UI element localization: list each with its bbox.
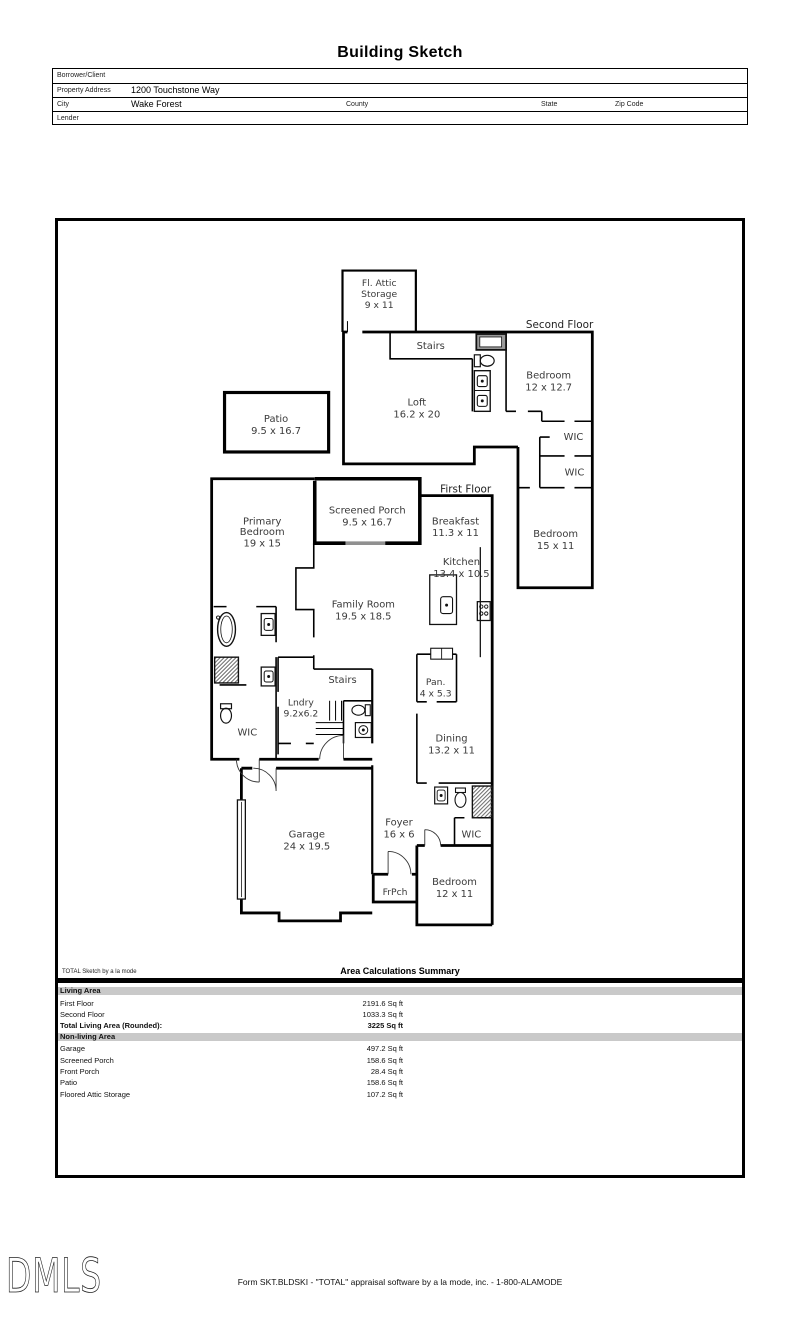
county-label: County	[346, 100, 369, 109]
toilet-icon	[456, 788, 466, 792]
table-row: Garage 497.2 Sq ft	[60, 1044, 403, 1054]
room-label: Stairs	[328, 674, 357, 686]
room-dims: 24 x 19.5	[283, 841, 331, 853]
floor-plan-drawing	[58, 221, 742, 960]
room-label: Lndry	[287, 697, 314, 709]
room-label: Bedroom	[239, 527, 285, 539]
room-label: Foyer	[385, 817, 413, 829]
shower-icon	[215, 657, 239, 683]
room-label: Stairs	[416, 340, 445, 352]
room-dims: 12 x 12.7	[525, 382, 573, 394]
room-dims: 13.4 x 10.5	[433, 568, 490, 580]
lender-row	[53, 111, 747, 124]
room-dims: 16.2 x 20	[393, 409, 441, 421]
room-dims: 13.2 x 11	[428, 745, 475, 757]
footer-form-line: Form SKT.BLDSKI - "TOTAL" appraisal software by a la mode, inc. - 1-800-ALAMODE	[237, 1277, 563, 1287]
room-dims: 19.5 x 18.5	[335, 611, 392, 623]
room-dims: 9.5 x 16.7	[251, 426, 302, 438]
faucet-icon	[217, 616, 220, 619]
property-address-row	[53, 83, 747, 97]
state-label: State	[541, 100, 558, 109]
city-row	[53, 97, 747, 111]
table-row: Screened Porch 158.6 Sq ft	[60, 1055, 403, 1065]
table-row: Second Floor 1033.3 Sq ft	[60, 1009, 403, 1019]
room-label: WIC	[564, 467, 585, 479]
room-label: Breakfast	[431, 516, 480, 528]
room-label: Family Room	[331, 599, 395, 611]
room-label: FrPch	[382, 887, 408, 899]
room-dims: 9.2x6.2	[283, 708, 319, 720]
room-label: Fl. Attic	[361, 277, 397, 289]
room-label: Primary	[243, 516, 282, 528]
room-dims: 4 x 5.3	[419, 688, 452, 700]
room-label: WIC	[563, 432, 584, 444]
room-label: Dining	[435, 733, 468, 745]
sketch-credit: TOTAL Sketch by a la mode	[62, 969, 137, 975]
table-row: First Floor 2191.6 Sq ft	[60, 998, 403, 1008]
room-label: WIC	[461, 829, 482, 841]
door-arcs	[236, 735, 440, 874]
building-sketch-box	[55, 218, 745, 1178]
property-address-label: Property Address	[57, 86, 111, 95]
room-label: Bedroom	[432, 877, 477, 889]
room-dims: 15 x 11	[536, 541, 575, 553]
nonliving-area-header: Non-living Area	[58, 1033, 742, 1041]
second-floor-label: Second Floor	[525, 319, 594, 332]
room-label: Garage	[288, 829, 325, 841]
table-row: Floored Attic Storage 107.2 Sq ft	[60, 1089, 403, 1099]
borrower-label: Borrower/Client	[57, 71, 106, 80]
page-title: Building Sketch	[337, 44, 463, 61]
table-row: Patio 158.6 Sq ft	[60, 1078, 403, 1088]
property-address-value: 1200 Touchstone Way	[131, 85, 220, 95]
property-info-table	[52, 68, 748, 125]
room-dims: 9 x 11	[364, 300, 394, 312]
room-label: Pan.	[425, 676, 446, 688]
room-label: Bedroom	[526, 370, 572, 382]
table-row-total: Total Living Area (Rounded): 3225 Sq ft	[60, 1021, 403, 1031]
living-area-header: Living Area	[58, 987, 742, 995]
room-label: Patio	[263, 414, 289, 426]
shower-icon	[472, 786, 492, 818]
toilet-icon	[365, 705, 370, 716]
first-floor-label: First Floor	[440, 483, 492, 496]
toilet-icon	[474, 355, 480, 367]
room-dims: 19 x 15	[243, 538, 281, 550]
room-label: Storage	[361, 288, 398, 300]
stair-treads	[316, 701, 344, 735]
lender-label: Lender	[57, 114, 79, 123]
room-label: Loft	[407, 397, 427, 409]
borrower-row	[53, 69, 747, 83]
room-dims: 16 x 6	[383, 829, 415, 841]
room-dims: 9.5 x 16.7	[342, 517, 393, 529]
room-label: WIC	[237, 727, 258, 739]
room-dims: 12 x 11	[435, 889, 474, 901]
room-label: Kitchen	[442, 556, 481, 568]
city-label: City	[57, 100, 70, 109]
area-summary-title: Area Calculations Summary	[340, 966, 460, 976]
stove-icon	[477, 602, 490, 621]
dmls-logo-text: DMLS	[6, 1247, 102, 1302]
room-label: Screened Porch	[328, 505, 406, 517]
table-row: Front Porch 28.4 Sq ft	[60, 1067, 403, 1076]
room-label: Bedroom	[533, 529, 579, 541]
summary-divider-bar	[58, 978, 742, 983]
zip-code-label: Zip Code	[615, 100, 644, 109]
city-value: Wake Forest	[131, 99, 182, 109]
freestanding-tub-icon	[218, 613, 236, 647]
room-dims: 11.3 x 11	[432, 528, 479, 540]
